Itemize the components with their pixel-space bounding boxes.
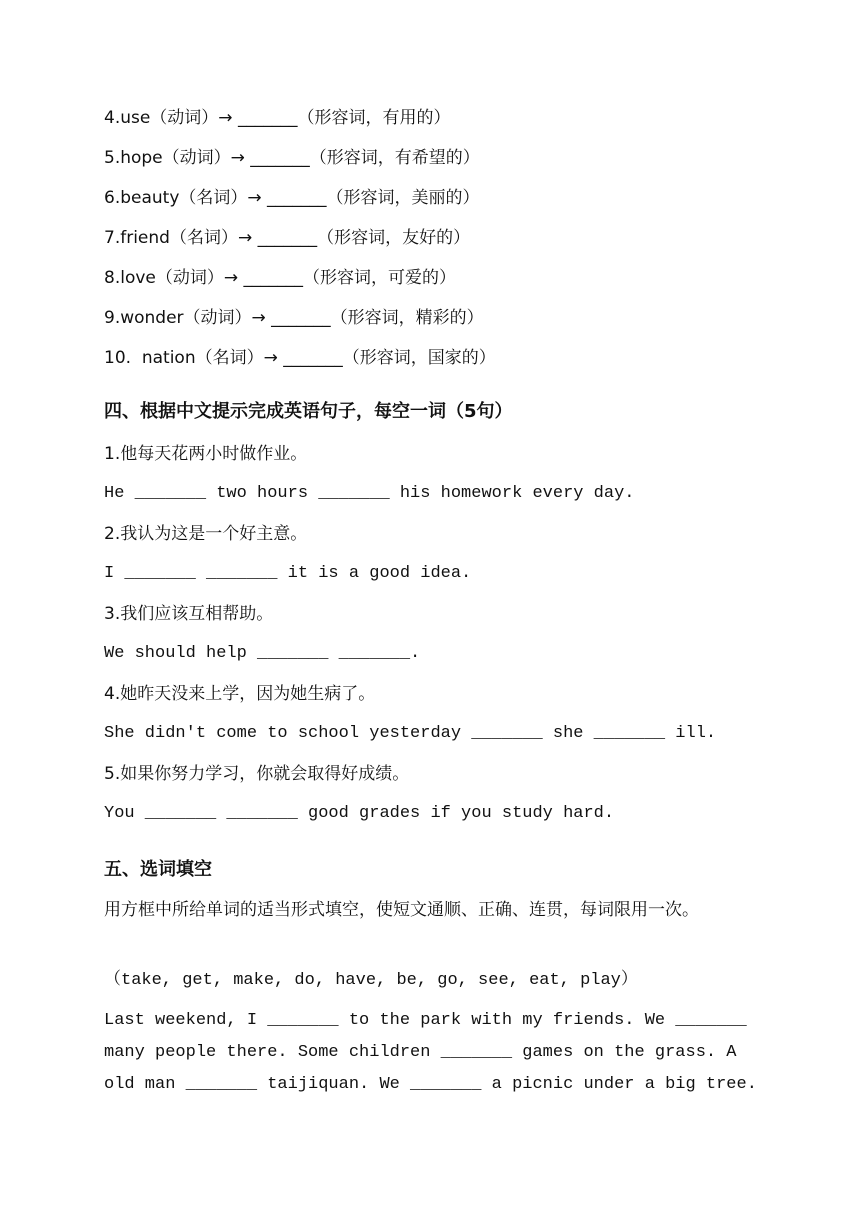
word-form-item: 5.hope（动词）→ _______（形容词，有希望的） (104, 148, 480, 168)
chinese-prompt: 5.如果你努力学习，你就会取得好成绩。 (104, 764, 410, 784)
english-sentence: You _______ _______ good grades if you study hard. (104, 804, 615, 823)
word-form-item: 6.beauty（名词）→ _______（形容词，美丽的） (104, 188, 480, 208)
passage-line: Last weekend, I _______ to the park with my friends. We _______ (104, 1011, 747, 1030)
chinese-prompt: 2.我认为这是一个好主意。 (104, 524, 308, 544)
word-form-item: 4.use（动词）→ _______（形容词，有用的） (104, 108, 451, 128)
word-form-item: 10. nation（名词）→ _______（形容词，国家的） (104, 348, 496, 368)
word-bank: （take, get, make, do, have, be, go, see, eat, play） (104, 971, 638, 990)
chinese-prompt: 4.她昨天没来上学，因为她生病了。 (104, 684, 376, 704)
section-heading-4: 四、根据中文提示完成英语句子，每空一词（5句） (104, 401, 513, 422)
english-sentence: She didn't come to school yesterday _______ she _______ ill. (104, 724, 717, 743)
english-sentence: We should help _______ _______. (104, 644, 421, 663)
passage-line: old man _______ taijiquan. We _______ a picnic under a big tree. (104, 1075, 757, 1094)
chinese-prompt: 1.他每天花两小时做作业。 (104, 444, 308, 464)
word-form-item: 8.love（动词）→ _______（形容词，可爱的） (104, 268, 457, 288)
word-form-item: 7.friend（名词）→ _______（形容词，友好的） (104, 228, 471, 248)
chinese-prompt: 3.我们应该互相帮助。 (104, 604, 274, 624)
english-sentence: I _______ _______ it is a good idea. (104, 564, 472, 583)
english-sentence: He _______ two hours _______ his homework every day. (104, 484, 635, 503)
instruction-text: 用方框中所给单词的适当形式填空，使短文通顺、正确、连贯，每词限用一次。 (104, 900, 699, 920)
passage-line: many people there. Some children _______ games on the grass. A (104, 1043, 737, 1062)
word-form-item: 9.wonder（动词）→ _______（形容词，精彩的） (104, 308, 484, 328)
section-heading-5: 五、选词填空 (104, 859, 212, 880)
